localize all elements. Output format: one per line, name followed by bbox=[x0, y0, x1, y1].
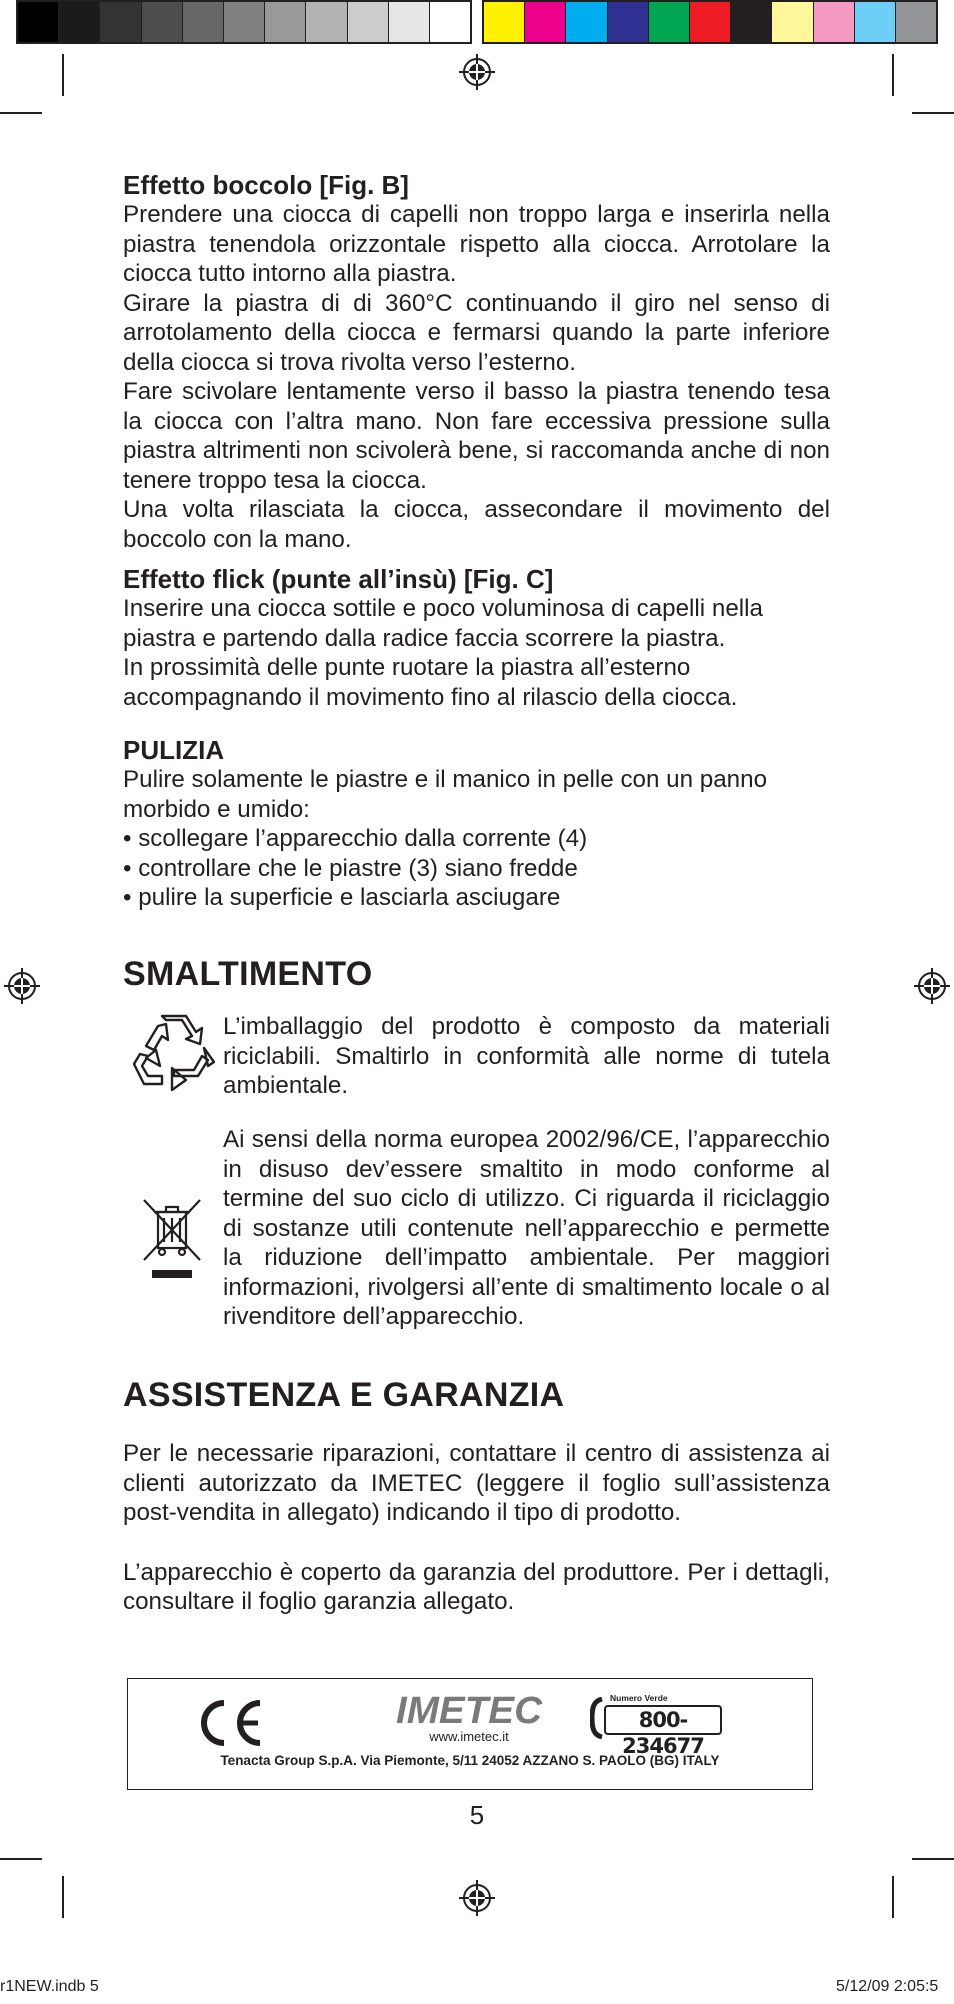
color-swatch bbox=[525, 2, 566, 42]
paragraph: Pulire solamente le piastre e il manico in pelle con un panno morbido e umido: bbox=[123, 766, 768, 823]
recycle-icon bbox=[132, 1014, 216, 1094]
crop-mark bbox=[0, 1858, 42, 1860]
company-address: Tenacta Group S.p.A. Via Piemonte, 5/11 24052 AZZANO S. PAOLO (BG) ITALY bbox=[220, 1753, 720, 1768]
section-heading: PULIZIA bbox=[123, 735, 225, 765]
color-swatch bbox=[430, 2, 470, 42]
manufacturer-info-box bbox=[127, 1678, 813, 1790]
slug-date: 5/12/09 2:05:5 bbox=[836, 1978, 939, 1995]
website-url: www.imetec.it bbox=[429, 1729, 509, 1744]
page-number: 5 bbox=[469, 1800, 485, 1830]
color-swatch bbox=[896, 2, 936, 42]
weee-text: Ai sensi della norma europea 2002/96/CE, l’apparecchio in disuso dev’essere smaltito in modo conforme al termine del suo ciclo di utilizzo. Ci riguarda il riciclaggio di sostanze utili contenute nell’apparecchio e permette la riduzione dell’impatto ambientale. Per maggiori informazioni, rivolgersi all’ente di smaltimento locale o al rivenditore dell’apparecchio. bbox=[223, 1126, 830, 1330]
section-assistenza bbox=[123, 1375, 830, 1617]
color-swatch bbox=[142, 2, 183, 42]
paragraph: L’apparecchio è coperto da garanzia del produttore. Per i dettagli, consultare il foglio garanzia allegato. bbox=[123, 1558, 830, 1615]
imetec-logo bbox=[396, 1689, 546, 1729]
color-swatch bbox=[18, 2, 59, 42]
color-swatch bbox=[772, 2, 813, 42]
color-swatch bbox=[224, 2, 265, 42]
crop-mark bbox=[912, 112, 954, 114]
color-swatch bbox=[265, 2, 306, 42]
section-boccolo bbox=[123, 170, 830, 554]
color-swatch bbox=[389, 2, 430, 42]
color-swatch bbox=[306, 2, 347, 42]
crop-mark bbox=[912, 1858, 954, 1860]
paragraph: Girare la piastra di di 360°C continuando il giro nel senso di arrotolamento della ciocca e fermarsi quando la parte inferiore della ciocca si trova rivolta verso l’esterno. bbox=[123, 289, 830, 376]
color-swatch bbox=[183, 2, 224, 42]
crop-mark bbox=[62, 54, 64, 96]
phone-number: 800-234677 bbox=[604, 1705, 722, 1735]
crop-mark bbox=[892, 1876, 894, 1918]
section-heading: Effetto flick (punte all’insù) [Fig. C] bbox=[123, 564, 554, 594]
color-swatch bbox=[731, 2, 772, 42]
paragraph: Una volta rilasciata la ciocca, assecondare il movimento del boccolo con la mano. bbox=[123, 496, 830, 553]
section-pulizia bbox=[123, 735, 830, 913]
registration-mark-icon bbox=[459, 1880, 495, 1916]
ce-mark-icon bbox=[198, 1697, 268, 1749]
color-swatch bbox=[348, 2, 389, 42]
section-flick bbox=[123, 564, 830, 712]
crop-mark bbox=[0, 112, 42, 114]
paragraph-line: In prossimità delle punte ruotare la piastra all’esterno bbox=[123, 654, 691, 681]
paragraph: Prendere una ciocca di capelli non troppo larga e inserirla nella piastra tenendola orizzontale rispetto alla ciocca. Arrotolare la ciocca tutto intorno alla piastra. bbox=[123, 201, 830, 287]
color-swatch bbox=[608, 2, 649, 42]
brand-text: IMETEC bbox=[396, 1690, 543, 1729]
section-heading: Effetto boccolo [Fig. B] bbox=[123, 170, 409, 200]
color-swatch bbox=[814, 2, 855, 42]
paragraph-line: piastra e partendo dalla radice faccia scorrere la piastra. bbox=[123, 624, 726, 652]
paragraph: Fare scivolare lentamente verso il basso la piastra tenendo tesa la ciocca con l’altra mano. Non fare eccessiva pressione sulla piastra altrimenti non scivolerà bene, si raccomanda anche di non tenere troppo tesa la ciocca. bbox=[123, 378, 830, 494]
section-heading: ASSISTENZA E GARANZIA bbox=[123, 1376, 565, 1414]
slug-filename: r1NEW.indb 5 bbox=[0, 1978, 99, 1995]
bullet-item: • scollegare l’apparecchio dalla corrente (4) bbox=[123, 825, 588, 852]
section-heading: SMALTIMENTO bbox=[123, 955, 373, 993]
bullet-item: • controllare che le piastre (3) siano fredde bbox=[123, 854, 578, 882]
registration-mark-icon bbox=[4, 968, 40, 1004]
color-calibration-strip bbox=[482, 0, 938, 44]
color-swatch bbox=[100, 2, 141, 42]
grayscale-calibration-strip bbox=[16, 0, 472, 44]
phone-label: Numero Verde bbox=[610, 1693, 668, 1703]
recycle-text: L’imballaggio del prodotto è composto da materiali riciclabili. Smaltirlo in conformità alle norme di tutela ambientale. bbox=[223, 1013, 830, 1099]
color-swatch bbox=[855, 2, 896, 42]
toll-free-number bbox=[590, 1691, 728, 1758]
phone-handset-icon bbox=[590, 1697, 604, 1739]
ce-mark-text: CE bbox=[233, 1727, 235, 1728]
registration-mark-icon bbox=[914, 968, 950, 1004]
color-swatch bbox=[690, 2, 731, 42]
crossed-bin-icon bbox=[140, 1194, 204, 1284]
color-swatch bbox=[566, 2, 607, 42]
bullet-item: • pulire la superficie e lasciarla asciugare bbox=[123, 884, 561, 911]
crop-mark bbox=[892, 54, 894, 96]
color-swatch bbox=[484, 2, 525, 42]
crop-mark bbox=[62, 1876, 64, 1918]
color-swatch bbox=[59, 2, 100, 42]
paragraph-line: Inserire una ciocca sottile e poco voluminosa di capelli nella bbox=[123, 595, 763, 622]
paragraph: Per le necessarie riparazioni, contattare il centro di assistenza ai clienti autorizzato da IMETEC (leggere il foglio sull’assistenza post-vendita in allegato) indicando il tipo di prodotto. bbox=[123, 1440, 830, 1526]
section-smaltimento bbox=[123, 954, 830, 994]
paragraph-line: accompagnando il movimento fino al rilascio della ciocca. bbox=[123, 683, 738, 711]
color-swatch bbox=[649, 2, 690, 42]
registration-mark-icon bbox=[459, 54, 495, 90]
